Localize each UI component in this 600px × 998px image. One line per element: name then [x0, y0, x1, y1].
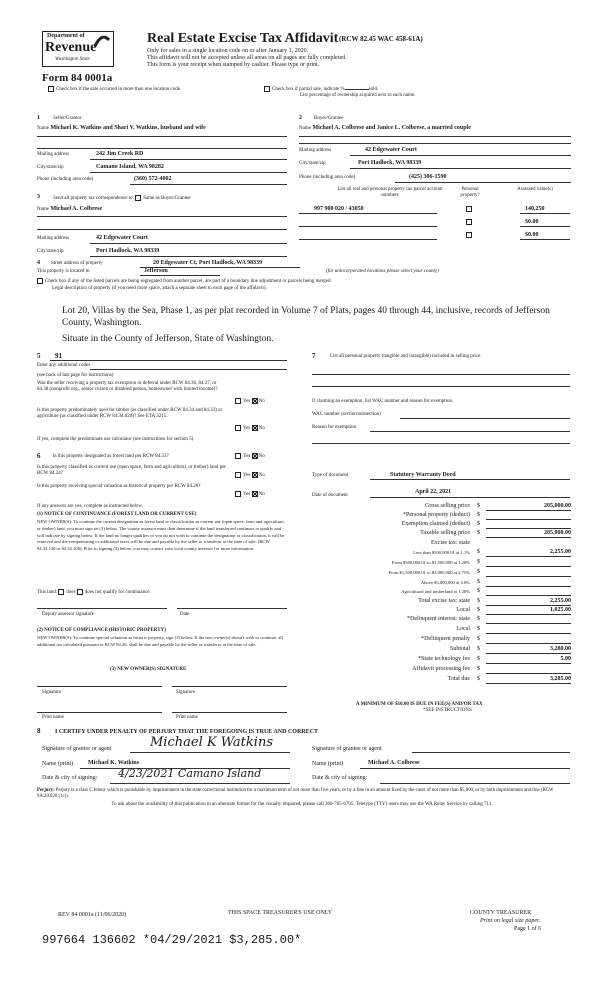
grantee-date-city-label: Date & city of signing: [312, 775, 368, 781]
buyer-name-label: Name [299, 126, 311, 131]
page-number: Page 1 of 6 [514, 926, 542, 932]
section6-q3: Is this property receiving special valuation as historical property per RCW 84.26? [37, 484, 201, 489]
header-note1: Only for sales in a single location code on or after January 1, 2020. [147, 48, 309, 54]
tax-row-currency: $ [477, 530, 480, 536]
this-land-label: This land: [37, 590, 58, 596]
property-located-label: This property is located in [37, 269, 90, 274]
doc-date[interactable]: April 22, 2021 [415, 489, 452, 495]
tax-row-label: From $1,500,000.01 to $3,000,000 at 2.75% [388, 570, 470, 575]
buyer-name[interactable]: Michael A. Colbrese and Janice L. Colbrese, a married couple [312, 125, 471, 131]
tax-row-currency: $ [477, 598, 480, 604]
buyer-city-label: City/state/zip [299, 161, 326, 166]
county-treasurer: COUNTY TREASURER [470, 910, 532, 916]
tax-row-label: Excise tax: state [431, 540, 470, 546]
grantee-name[interactable]: Michael A. Colbrese [368, 760, 420, 766]
buyer-name-row [299, 125, 471, 131]
tax-row-label: Gross selling price [425, 503, 470, 509]
see-instructions: *SEE INSTRUCTIONS [423, 708, 472, 713]
tax-row-label: Local [456, 607, 470, 613]
tax-row-currency: $ [477, 646, 480, 652]
property-street[interactable]: 20 Edgewater Ct, Port Hadlock, WA 98339 [153, 260, 263, 266]
legal-paper-note: Print on legal size paper. [480, 918, 541, 924]
tax-row-currency: $ [477, 588, 480, 594]
does-not-checkbox[interactable] [77, 589, 83, 595]
section6-q2-yes-no: Yes No [235, 472, 265, 478]
parcel-2-value[interactable]: $0.00 [525, 219, 539, 225]
section5-q2: Is this property predominately used for timber (as classified under RCW 84.34 and 84.33) or agriculture (as classified under RCW 84.34.020)? See ETA 3215. [37, 408, 223, 419]
section6-q1-yes-no: Yes No [235, 453, 265, 459]
section4-num: 4 [37, 260, 40, 266]
correspondence-label-row [53, 195, 190, 201]
notice2-body: NEW OWNER(S): To continue special valuation as historic property, sign (3) below. If the new owner(s) doesn't wish to continue, all additional tax calculated pursuant to RCW 84.26, shall be due and payable by the seller or transferor at the time of sale. [37, 635, 283, 647]
header-note2: This affidavit will not be accepted unless all areas on all pages are fully completed. [147, 55, 347, 61]
seller-city[interactable]: Camano Island, WA 98282 [96, 164, 164, 170]
correspondence-name-row [37, 206, 102, 212]
tax-row-label: Subtotal [449, 646, 470, 652]
same-as-buyer-checkbox[interactable] [135, 195, 141, 201]
tax-row-currency: $ [477, 616, 480, 622]
section6-q3-yes[interactable] [235, 491, 241, 497]
multi-location-check[interactable] [48, 86, 181, 92]
rev-number: REV 84 0001a (11/06/2020) [58, 912, 127, 918]
deputy-date-label: Date [180, 612, 190, 617]
correspondence-name-label: Name [37, 207, 49, 212]
new-owner-signature-label-2: Signature [176, 690, 196, 695]
minimum-note: A MINIMUM OF $10.00 IS DUE IN FEE(S) AND/OR TAX [356, 702, 483, 707]
section6-q3-yes-no: Yes No [235, 491, 265, 497]
tax-row-currency: $ [477, 579, 480, 585]
logo-line3: Washington State [55, 57, 90, 62]
correspondence-mailing-label: Mailing address [37, 236, 70, 241]
tax-row-value[interactable]: 205,000.00 [544, 503, 571, 509]
tax-row-value[interactable]: 3,280.00 [550, 646, 571, 652]
correspondence-city-label: City/state/zip [37, 249, 64, 254]
segregated-check[interactable] [37, 278, 332, 284]
segregated-label: Check box if any of the listed parcels are being segregated from another parcel, are part of a boundary line adjustment or parcels being merged. [45, 279, 332, 285]
grantor-name-label: Name (print) [42, 761, 74, 767]
tax-row-label: *Personal property (deduct) [403, 512, 470, 518]
section6-if-yes: If any answers are yes, complete as instructed below. [37, 504, 144, 509]
tax-row-value[interactable]: 1,025.00 [550, 607, 571, 613]
tax-row-currency: $ [477, 656, 480, 662]
grantor-signature[interactable]: Michael K Watkins [150, 735, 273, 750]
certify-statement: I CERTIFY UNDER PENALTY OF PERJURY THAT THE FOREGOING IS TRUE AND CORRECT [55, 729, 318, 735]
correspondence-label: Send all property tax correspondence to: [53, 196, 134, 202]
doc-date-label: Date of document [312, 493, 348, 498]
logo-line1: Department of [47, 33, 85, 39]
does-checkbox[interactable] [58, 589, 64, 595]
treasurer-use-only: THIS SPACE TREASURER'S USE ONLY [228, 910, 333, 916]
header-note3: This form is your receipt when stamped by cashier. Please type or print. [147, 62, 320, 68]
seller-name[interactable]: Michael K. Watkins and Shari V. Watkins, husband and wife [50, 125, 206, 131]
tax-row-label: Affidavit processing fee [412, 666, 470, 672]
tax-row-label: Agricultural and timberland at 1.28% [401, 589, 470, 594]
legal-description-label: Legal description of property (if you need more space, attach a separate sheet to each page of the affidavit). [52, 286, 267, 291]
partial-sale-check[interactable] [264, 86, 378, 92]
partial-sale-label: Check box if partial sale, indicate % [272, 87, 345, 93]
tax-row-currency: $ [477, 626, 480, 632]
tax-row-currency: $ [477, 521, 480, 527]
partial-sold-label: sold. [368, 87, 379, 93]
tax-row-label: Local [456, 626, 470, 632]
grantor-name[interactable]: Michael K. Watkins [88, 760, 140, 766]
section2-num: 2 [299, 115, 302, 121]
seller-city-label: City/state/zip [37, 165, 64, 170]
tax-row-label: Total due [447, 676, 470, 682]
parcel-1-number[interactable]: 997 900 020 / 43050 [314, 206, 364, 212]
tax-row-currency: $ [477, 607, 480, 613]
tax-row-currency: $ [477, 559, 480, 565]
legal-situate[interactable]: Situate in the County of Jefferson, State of Washington. [62, 334, 274, 344]
section8-num: 8 [37, 727, 41, 735]
form-title: Real Estate Excise Tax Affidavit [147, 31, 339, 46]
seller-mailing[interactable]: 242 Jim Creek RD [96, 151, 144, 157]
section6-q2-no[interactable] [252, 472, 258, 478]
section5-q2-yes[interactable] [235, 425, 241, 431]
dor-logo [42, 31, 114, 67]
section5-q1-yes[interactable] [235, 398, 241, 404]
section6-q1: Is this property designated as forest land per RCW 84.33? [53, 454, 169, 459]
tax-row-label: Exemption claimed (deduct) [401, 521, 470, 527]
reason-exemption-label: Reason for exemption [312, 425, 357, 430]
section5-q2-no[interactable] [252, 425, 258, 431]
tax-row-currency: $ [477, 503, 480, 509]
tax-row-label: *Delinquent penalty [421, 636, 470, 642]
multi-location-label: Check box if the sale occurred in more than one location code. [56, 87, 182, 93]
parcels-col1-header: List all real and personal property tax parcel account numbers [337, 187, 443, 198]
doc-type-label: Type of document [312, 473, 349, 478]
buyer-city[interactable]: Port Hadlock, WA 98339 [358, 160, 422, 166]
tax-row-currency: $ [477, 676, 480, 682]
section5-q1-yes-no: Yes No [235, 398, 265, 404]
seller-mailing-label: Mailing address [37, 152, 70, 157]
perjury-text [37, 788, 570, 800]
use-code[interactable]: 91 [55, 352, 62, 360]
tax-row-label: Total excise tax: state [418, 598, 470, 604]
tax-row-value[interactable]: 205,000.00 [544, 530, 571, 536]
section6-q1-yes[interactable] [235, 453, 241, 459]
tax-row-currency: $ [477, 666, 480, 672]
swoosh-icon [93, 34, 111, 48]
grantor-date-city-label: Date & city of signing: [42, 775, 98, 781]
section7-label: List all personal property (tangible and intangible) included in selling price. [330, 354, 482, 359]
perjury-body: Perjury is a class C felony which is punishable by imprisonment in the state correctional institution for a maximum term of not more than five years, or by a fine in an amount fixed by the court of not more than $5,000, or by both imprisonment and fine (RCW 9A.20.020 (1c)). [37, 788, 554, 800]
alternate-format-note: To ask about the availability of this publication in an alternate format for the visually impaired, please call 360-705-6705. Teletype (TTY) users may use the WA Relay Service by calling 711. [111, 802, 493, 807]
tax-row-label: Less than $500,000.01 at 1.1% [413, 550, 470, 555]
see-back-label: (see back of last page for instructions) [37, 373, 114, 378]
section6-q3-no[interactable] [252, 491, 258, 497]
section7-num: 7 [312, 352, 316, 360]
tax-row-label: *Delinquent interest: state [407, 616, 470, 622]
seller-section-label: Seller/Grantor [53, 116, 82, 121]
perjury-label: Perjury: [37, 788, 55, 793]
parcel-3-value[interactable]: $0.00 [525, 232, 539, 238]
section6-q2-yes[interactable] [235, 472, 241, 478]
section5-num: 5 [37, 352, 41, 360]
new-owner-print-name-label-2: Print name [176, 715, 198, 720]
buyer-phone[interactable]: (425) 306-1590 [409, 174, 447, 180]
legal-description[interactable]: Lot 20, Villas by the Sea, Phase 1, as per plat recorded in Volume 7 of Plats, pages 40 through 44, inclusive, records of Jefferson County, Washington. [62, 306, 550, 328]
form-title-ref: (RCW 82.45 WAC 458-61A) [339, 35, 423, 43]
section5-q2-yes-no: Yes No [235, 425, 265, 431]
partial-note: List percentage of ownership acquired next to each name. [300, 93, 416, 98]
section5-q1: Was the seller receiving a property tax exemption or deferral under RCW 84.36, 84.37, or 84.38 (nonprofit org., senior citizen or disabled person, homeowner with limited income)? [37, 381, 218, 392]
parcel-1-personal-checkbox[interactable] [466, 206, 472, 212]
exemption-claim-label: If claiming an exemption, list WAC number and reason for exemption. [312, 399, 454, 404]
correspondence-mailing[interactable]: 42 Edgewater Court [96, 235, 148, 241]
tax-row-value[interactable]: 5.00 [560, 656, 571, 662]
seller-name-row [37, 125, 206, 131]
section6-q2: Is this property classified as current use (open space, farm and agricultural, or timber) land per RCW 84.34? [37, 465, 226, 476]
tax-row-currency: $ [477, 512, 480, 518]
seller-phone[interactable]: (360) 572-4002 [134, 176, 172, 182]
new-owner-signature-title: (3) NEW OWNER(S) SIGNATURE [110, 667, 187, 672]
deputy-assessor-signature-label: Deputy assessor signature [42, 612, 94, 617]
buyer-mailing[interactable]: 42 Edgewater Court [365, 147, 417, 153]
notice1-body: NEW OWNER(S): To continue the current designation as forest land or classification as current use (open space, farm and agriculture, or timber) land, you must sign on (3) below. The county assessor must then determine if the land transferred continues to qualify and will indicate by signing below. If the land no longer qualifies or you do not wish to continue the designation or classification, it will be removed and the compensating or additional taxes will be due and payable by the seller or transferor at the time of sale. (RCW 84.33.140 or 84.34.108). Prior to signing (3) below, you may contact your local county assessor for more information. [37, 519, 285, 552]
section5-q3: If yes, complete the predominate use calculator (see instructions for section 5). [37, 437, 195, 442]
notice1-title: (1) NOTICE OF CONTINUANCE (FOREST LAND OR CURRENT USE) [37, 512, 197, 517]
correspondence-name[interactable]: Michael A. Colbrese [50, 206, 103, 212]
correspondence-city[interactable]: Port Hadlock, WA 98339 [96, 248, 160, 254]
tax-row-currency: $ [477, 549, 480, 555]
new-owner-signature-label-1: Signature [42, 690, 62, 695]
parcels-col3-header: Assessed value(s) [517, 187, 553, 192]
section1-num: 1 [37, 115, 40, 121]
same-as-buyer-label: Same as Buyer/Grantee [143, 196, 191, 202]
additional-codes-label: Enter any additional codes [37, 363, 91, 368]
section5-q1-no[interactable] [252, 398, 258, 404]
seller-name-label: Name [37, 126, 49, 131]
section3-num: 3 [37, 194, 40, 200]
section6-q1-no[interactable] [252, 453, 258, 459]
parcel-2-personal-checkbox[interactable] [466, 219, 472, 225]
notice2-title: (2) NOTICE OF COMPLIANCE (HISTORIC PROPERTY) [37, 628, 166, 633]
property-street-label: Street address of property [51, 261, 103, 266]
wac-number-label: WAC number (section/subsection) [312, 412, 381, 417]
seller-phone-label: Phone (including area code) [37, 177, 94, 182]
parcels-col2-header: Personal property? [460, 187, 480, 198]
receipt-stamp: 997664 136602 *04/29/2021 $3,285.00* [42, 933, 302, 947]
buyer-section-label: Buyer/Grantee [314, 116, 344, 121]
section6-num: 6 [37, 452, 41, 460]
grantee-name-label: Name (print) [312, 761, 344, 767]
buyer-phone-label: Phone (including area code) [299, 175, 356, 180]
property-located-note: (for unincorporated locations please select your county) [326, 269, 439, 274]
logo-line2: Revenue [45, 40, 97, 55]
buyer-mailing-label: Mailing address [299, 148, 332, 153]
doc-type[interactable]: Statutory Warranty Deed [390, 472, 456, 478]
new-owner-print-name-label-1: Print name [42, 715, 64, 720]
tax-row-label: Taxable selling price [420, 530, 470, 536]
grantor-signature-label: Signature of grantor or agent [42, 746, 112, 752]
continuance-row: This land: does does not qualify for continuance. [37, 590, 151, 596]
grantor-date-city[interactable]: 4/23/2021 Camano Island [118, 767, 262, 780]
tax-row-currency: $ [477, 569, 480, 575]
property-county[interactable]: Jefferson [144, 268, 168, 274]
parcel-3-personal-checkbox[interactable] [466, 232, 472, 238]
form-number: Form 84 0001a [42, 72, 113, 84]
tax-row-label: From $500,000.01 to $1,500,000 at 1.28% [391, 560, 470, 565]
tax-row-currency: $ [477, 636, 480, 642]
grantee-signature-label: Signature of grantee or agent [312, 746, 382, 752]
parcel-1-value[interactable]: 140,250 [525, 206, 545, 212]
tax-row-label: Above $3,000,000 at 3.0% [420, 580, 470, 585]
tax-row-value[interactable]: 2,255.00 [550, 598, 571, 604]
tax-row-value[interactable]: 2,255.00 [550, 549, 571, 555]
tax-row-value[interactable]: 3,285.00 [550, 676, 571, 682]
tax-row-label: *State technology fee [418, 656, 470, 662]
